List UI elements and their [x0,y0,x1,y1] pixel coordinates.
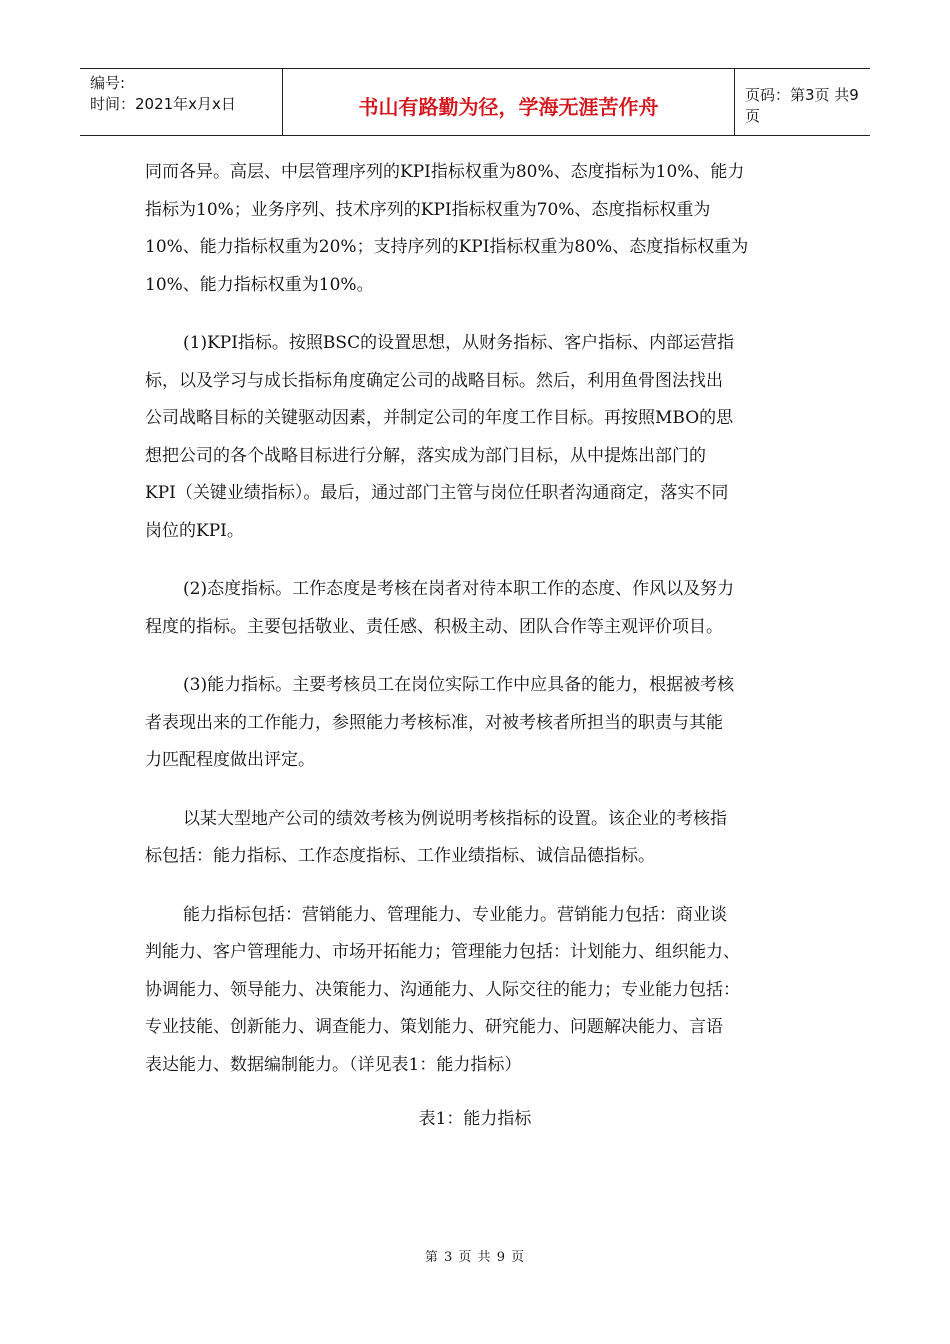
body-paragraph [145,154,805,304]
header-page-info: 页码：第3页 共9页 [745,86,859,125]
paragraph-line: 10%、能力指标权重为20%；支持序列的KPI指标权重为80%、态度指标权重为 [145,237,749,257]
document-body [145,154,805,1105]
paragraph-line: (2)态度指标。工作态度是考核在岗者对待本职工作的态度、作风以及努力 [183,579,735,599]
paragraph-line: 程度的指标。主要包括敬业、责任感、积极主动、团队合作等主观评价项目。 [145,616,723,637]
body-paragraph [145,667,805,780]
paragraph-line: 标，以及学习与成长指标角度确定公司的战略目标。然后，利用鱼骨图法找出 [145,370,723,391]
document-number-label: 编号: [90,74,126,92]
paragraph-line: 标包括：能力指标、工作态度指标、工作业绩指标、诚信品德指标。 [145,846,655,866]
header-motto: 书山有路勤为径，学海无涯苦作舟 [283,69,735,135]
body-paragraph [145,571,805,646]
paragraph-line: 力匹配程度做出评定。 [145,750,315,770]
paragraph-line: (3)能力指标。主要考核员工在岗位实际工作中应具备的能力，根据被考核 [183,675,735,695]
paragraph-line: 判能力、客户管理能力、市场开拓能力；管理能力包括：计划能力、组织能力、 [145,942,740,962]
paragraph-line: 表达能力、数据编制能力。（详见表1：能力指标） [145,1054,522,1075]
paragraph-line: 专业技能、创新能力、调查能力、策划能力、研究能力、问题解决能力、言语 [145,1017,723,1037]
paragraph-line: 10%、能力指标权重为10%。 [145,274,374,295]
paragraph-line: 协调能力、领导能力、决策能力、沟通能力、人际交往的能力；专业能力包括： [145,979,740,1000]
paragraph-line: 岗位的KPI。 [145,520,244,541]
paragraph-line: 想把公司的各个战略目标进行分解，落实成为部门目标，从中提炼出部门的 [145,445,706,466]
paragraph-line: 同而各异。高层、中层管理序列的KPI指标权重为80%、态度指标为10%、能力 [145,162,745,182]
paragraph-line: 能力指标包括：营销能力、管理能力、专业能力。营销能力包括：商业谈 [183,904,727,925]
paragraph-line: 公司战略目标的关键驱动因素，并制定公司的年度工作目标。再按照MBO的思 [145,408,734,428]
paragraph-line: 者表现出来的工作能力，参照能力考核标准，对被考核者所担当的职责与其能 [145,712,723,733]
paragraph-line: (1)KPI指标。按照BSC的设置思想，从财务指标、客户指标、内部运营指 [183,333,735,353]
body-paragraph [145,801,805,876]
paragraph-line: 指标为10%；业务序列、技术序列的KPI指标权重为70%、态度指标权重为 [145,199,711,220]
table-caption: 表1：能力指标 [418,1109,532,1129]
body-paragraph [145,897,805,1085]
body-paragraph [145,325,805,550]
document-date: 时间：2021年x月x日 [90,95,236,113]
paragraph-line: 以某大型地产公司的绩效考核为例说明考核指标的设置。该企业的考核指 [183,808,727,829]
page-header [80,68,870,136]
header-meta [80,69,283,135]
paragraph-line: KPI（关键业绩指标）。最后，通过部门主管与岗位任职者沟通商定，落实不同 [145,483,729,503]
page-footer: 第 3 页 共 9 页 [424,1250,526,1265]
